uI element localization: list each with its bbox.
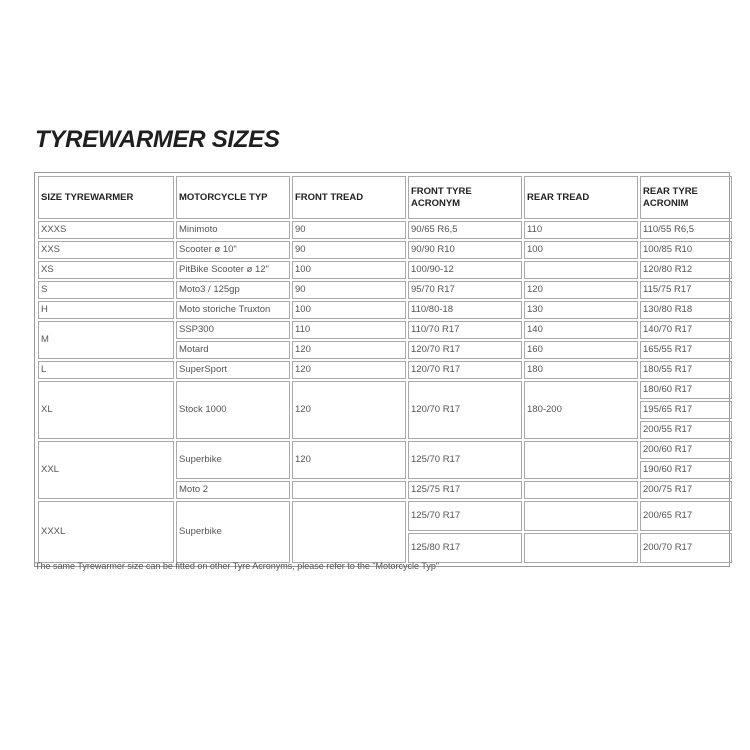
cell-rear-acronym: 180/60 R17 (640, 381, 732, 399)
cell-rear-tread: 180-200 (524, 381, 638, 439)
cell-rear-acronym: 110/55 R6,5 (640, 221, 732, 239)
cell-rear-tread: 110 (524, 221, 638, 239)
cell-front-acronym: 125/80 R17 (408, 533, 522, 563)
cell-rear-acronym: 200/75 R17 (640, 481, 732, 499)
cell-rear-tread (524, 261, 638, 279)
cell-typ: Scooter ø 10" (176, 241, 290, 259)
cell-size: H (38, 301, 174, 319)
cell-size: XXL (38, 441, 174, 499)
cell-front-acronym: 125/70 R17 (408, 501, 522, 531)
header-front-tyre-acronym: FRONT TYRE ACRONYM (408, 176, 522, 219)
table-row (38, 261, 732, 279)
cell-front-acronym: 125/70 R17 (408, 441, 522, 479)
cell-rear-tread (524, 533, 638, 563)
header-rear-tread: REAR TREAD (524, 176, 638, 219)
cell-rear-acronym: 115/75 R17 (640, 281, 732, 299)
cell-front-acronym: 125/75 R17 (408, 481, 522, 499)
cell-typ: Minimoto (176, 221, 290, 239)
cell-front-tread: 90 (292, 281, 406, 299)
cell-rear-tread: 140 (524, 321, 638, 339)
footnote: The same Tyrewarmer size can be fitted on other Tyre Acronyms, please refer to the "Motorcycle Typ" (35, 561, 440, 571)
cell-front-tread: 90 (292, 221, 406, 239)
header-motorcycle-typ: MOTORCYCLE TYP (176, 176, 290, 219)
cell-front-acronym: 110/80-18 (408, 301, 522, 319)
cell-rear-tread (524, 501, 638, 531)
table-row (38, 221, 732, 239)
cell-size: XL (38, 381, 174, 439)
cell-front-tread: 90 (292, 241, 406, 259)
cell-rear-tread: 160 (524, 341, 638, 359)
cell-front-acronym: 120/70 R17 (408, 381, 522, 439)
cell-front-tread: 120 (292, 361, 406, 379)
cell-typ: Superbike (176, 501, 290, 563)
cell-rear-acronym: 120/80 R12 (640, 261, 732, 279)
cell-front-tread (292, 501, 406, 563)
cell-front-tread (292, 481, 406, 499)
cell-size: L (38, 361, 174, 379)
cell-front-acronym: 110/70 R17 (408, 321, 522, 339)
cell-front-tread: 100 (292, 261, 406, 279)
table-row (38, 501, 732, 531)
header-front-tread: FRONT TREAD (292, 176, 406, 219)
cell-size: XXXS (38, 221, 174, 239)
table-row (38, 361, 732, 379)
cell-rear-acronym: 200/65 R17 (640, 501, 732, 531)
table-row (38, 321, 732, 339)
cell-rear-tread: 100 (524, 241, 638, 259)
cell-size: XXS (38, 241, 174, 259)
cell-rear-acronym: 180/55 R17 (640, 361, 732, 379)
cell-front-acronym: 120/70 R17 (408, 361, 522, 379)
table-row (38, 241, 732, 259)
cell-rear-acronym: 200/55 R17 (640, 421, 732, 439)
table-header-row (38, 176, 732, 219)
page-title: TYREWARMER SIZES (35, 126, 280, 153)
table-row (38, 441, 732, 459)
cell-front-tread: 110 (292, 321, 406, 339)
table-row (38, 301, 732, 319)
cell-front-tread: 120 (292, 441, 406, 479)
cell-front-tread: 120 (292, 341, 406, 359)
cell-rear-tread: 130 (524, 301, 638, 319)
cell-rear-acronym: 200/60 R17 (640, 441, 732, 459)
cell-rear-tread (524, 481, 638, 499)
cell-size: M (38, 321, 174, 359)
cell-front-tread: 120 (292, 381, 406, 439)
cell-size: XXXL (38, 501, 174, 563)
cell-rear-acronym: 200/70 R17 (640, 533, 732, 563)
cell-front-acronym: 90/90 R10 (408, 241, 522, 259)
cell-typ: SSP300 (176, 321, 290, 339)
cell-size: S (38, 281, 174, 299)
cell-front-acronym: 90/65 R6,5 (408, 221, 522, 239)
cell-front-acronym: 100/90-12 (408, 261, 522, 279)
cell-rear-acronym: 100/85 R10 (640, 241, 732, 259)
cell-rear-acronym: 190/60 R17 (640, 461, 732, 479)
cell-rear-acronym: 140/70 R17 (640, 321, 732, 339)
cell-typ: Motard (176, 341, 290, 359)
cell-typ: Moto storiche Truxton (176, 301, 290, 319)
table-row (38, 381, 732, 399)
header-rear-tyre-acronim: REAR TYRE ACRONIM (640, 176, 732, 219)
cell-rear-tread (524, 441, 638, 479)
cell-typ: Stock 1000 (176, 381, 290, 439)
cell-typ: Superbike (176, 441, 290, 479)
header-size: SIZE TYREWARMER (38, 176, 174, 219)
cell-typ: Moto3 / 125gp (176, 281, 290, 299)
cell-rear-tread: 180 (524, 361, 638, 379)
cell-typ: Moto 2 (176, 481, 290, 499)
table-row (38, 281, 732, 299)
cell-front-tread: 100 (292, 301, 406, 319)
cell-typ: PitBike Scooter ø 12" (176, 261, 290, 279)
cell-front-acronym: 120/70 R17 (408, 341, 522, 359)
tyrewarmer-size-table (34, 172, 730, 567)
cell-typ: SuperSport (176, 361, 290, 379)
cell-front-acronym: 95/70 R17 (408, 281, 522, 299)
cell-rear-acronym: 130/80 R18 (640, 301, 732, 319)
cell-size: XS (38, 261, 174, 279)
cell-rear-tread: 120 (524, 281, 638, 299)
cell-rear-acronym: 165/55 R17 (640, 341, 732, 359)
cell-rear-acronym: 195/65 R17 (640, 401, 732, 419)
